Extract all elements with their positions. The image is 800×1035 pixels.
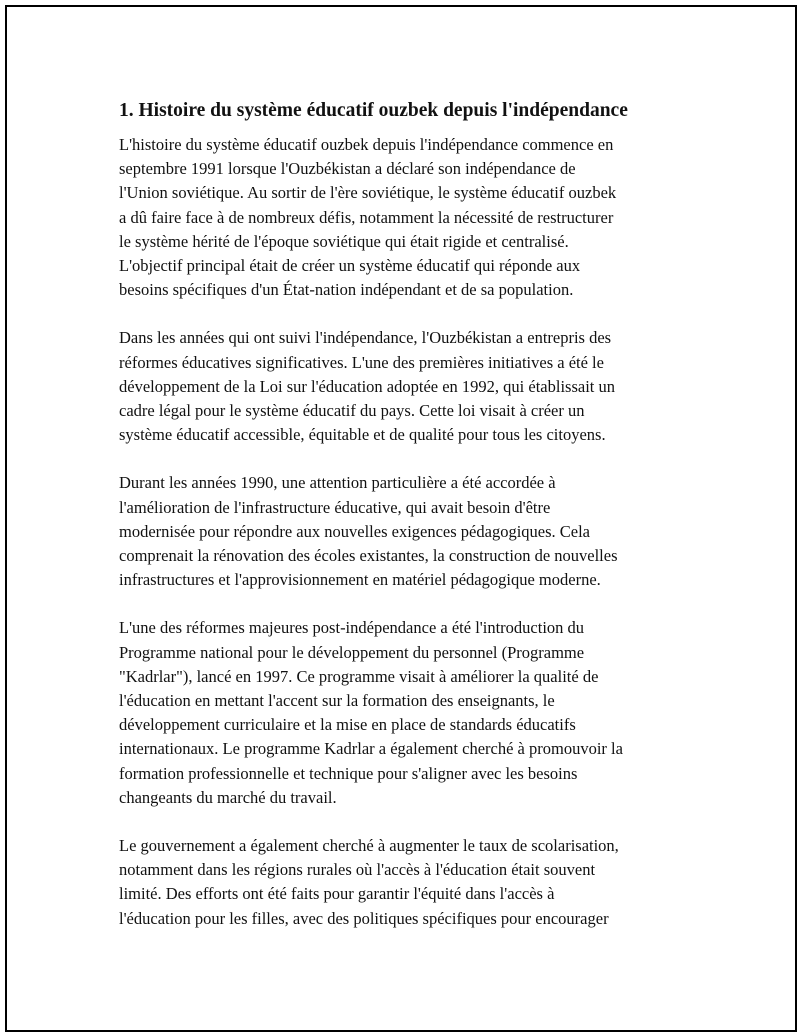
text-line: développement curriculaire et la mise en place de standards éducatifs — [119, 715, 576, 735]
text-line: L'une des réformes majeures post-indépendance a été l'introduction du — [119, 618, 585, 638]
text-line: Programme national pour le développement du personnel (Programme — [119, 642, 585, 662]
text-line: L'objectif principal était de créer un système éducatif qui réponde aux — [119, 256, 581, 276]
text-line: limité. Des efforts ont été faits pour garantir l'équité dans l'accès à — [119, 884, 555, 904]
text-line: réformes éducatives significatives. L'une des premières initiatives a été le — [119, 352, 604, 372]
text-line: l'amélioration de l'infrastructure éducative, qui avait besoin d'être — [119, 497, 551, 517]
text-line: Durant les années 1990, une attention particulière a été accordée à — [119, 473, 556, 493]
text-line: cadre légal pour le système éducatif du pays. Cette loi visait à créer un — [119, 401, 585, 421]
section-heading: 1. Histoire du système éducatif ouzbek depuis l'indépendance — [119, 100, 628, 121]
text-line: septembre 1991 lorsque l'Ouzbékistan a déclaré son indépendance de — [119, 159, 576, 179]
text-line: a dû faire face à de nombreux défis, notamment la nécessité de restructurer — [119, 207, 614, 227]
text-line: besoins spécifiques d'un État-nation indépendant et de sa population. — [119, 280, 574, 300]
text-line: formation professionnelle et technique pour s'aligner avec les besoins — [119, 763, 578, 783]
paragraph — [119, 834, 689, 931]
paragraph — [119, 326, 689, 447]
text-line: système éducatif accessible, équitable et de qualité pour tous les citoyens. — [119, 425, 606, 445]
text-line: l'Union soviétique. Au sortir de l'ère soviétique, le système éducatif ouzbek — [119, 183, 617, 203]
text-line: modernisée pour répondre aux nouvelles exigences pédagogiques. Cela — [119, 521, 591, 541]
paragraph — [119, 471, 689, 592]
text-line: "Kadrlar"), lancé en 1997. Ce programme visait à améliorer la qualité de — [119, 666, 599, 686]
text-line: Dans les années qui ont suivi l'indépendance, l'Ouzbékistan a entrepris des — [119, 328, 612, 348]
text-line: internationaux. Le programme Kadrlar a également cherché à promouvoir la — [119, 739, 623, 759]
text-line: développement de la Loi sur l'éducation adoptée en 1992, qui établissait un — [119, 376, 615, 396]
text-line: changeants du marché du travail. — [119, 787, 337, 807]
text-line: l'éducation en mettant l'accent sur la formation des enseignants, le — [119, 691, 555, 711]
text-line: infrastructures et l'approvisionnement en matériel pédagogique moderne. — [119, 570, 601, 590]
text-line: comprenait la rénovation des écoles existantes, la construction de nouvelles — [119, 546, 618, 566]
paragraph — [119, 616, 689, 810]
document-body — [119, 97, 689, 931]
text-line: L'histoire du système éducatif ouzbek depuis l'indépendance commence en — [119, 135, 614, 154]
text-line: Le gouvernement a également cherché à augmenter le taux de scolarisation, — [119, 836, 619, 856]
text-line: le système hérité de l'époque soviétique qui était rigide et centralisé. — [119, 231, 569, 251]
paragraph-list — [119, 133, 689, 931]
page-frame — [5, 5, 797, 1032]
paragraph — [119, 133, 689, 302]
text-line: l'éducation pour les filles, avec des politiques spécifiques pour encourager — [119, 908, 609, 928]
text-line: notamment dans les régions rurales où l'accès à l'éducation était souvent — [119, 860, 596, 880]
